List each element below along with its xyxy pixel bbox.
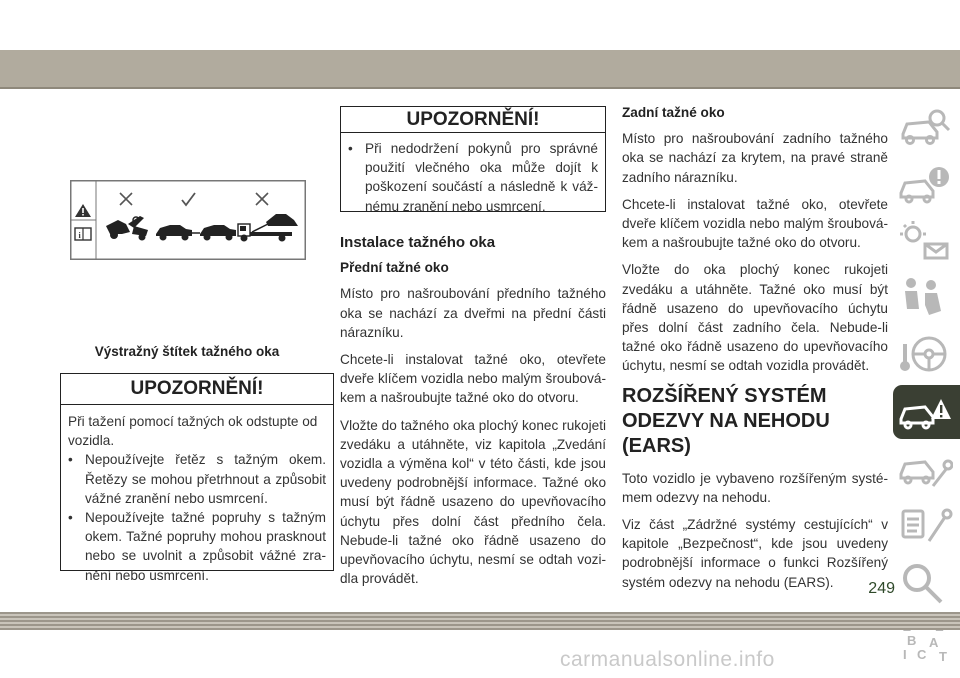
index-letter: A bbox=[929, 635, 939, 650]
car-service-wrench-icon bbox=[897, 446, 953, 492]
sub-heading: Přední tažné oko bbox=[340, 260, 449, 276]
chapter-tab-safety[interactable] bbox=[893, 157, 960, 211]
sub-heading: Zadní tažné oko bbox=[622, 105, 725, 120]
chapter-tab-search[interactable] bbox=[893, 556, 960, 610]
chapter-tab-seats[interactable] bbox=[893, 271, 960, 325]
watermark-text: carmanualsonline.info bbox=[560, 648, 775, 671]
footer-band bbox=[0, 612, 960, 630]
paragraph: Chcete-li instalovat tažné oko, otevřete dveře klíčem vozidla nebo malým šroubovákem a našroubujte tažné oko do otvoru. bbox=[622, 196, 888, 251]
index-letter: I bbox=[903, 647, 907, 662]
dashboard-lights-message-icon bbox=[897, 218, 953, 264]
index-letter: B bbox=[907, 633, 917, 648]
car-warning-icon bbox=[897, 161, 953, 207]
header-band bbox=[0, 50, 960, 87]
paragraph: Chcete-li instalovat tažné oko, otevřete dveře klíčem vozidla nebo malým šroubovákem a našroubujte tažné oko do otvoru. bbox=[340, 352, 606, 406]
figure-caption: Výstražný štítek tažného oka bbox=[94, 344, 280, 359]
car-info-search-icon bbox=[897, 104, 953, 150]
warning-box-tow-eye-usage bbox=[340, 106, 606, 212]
paragraph: Místo pro našroubování zadního tažného oka se nachází za krytem, na pravé straně zadního nárazníku. bbox=[622, 131, 888, 185]
section-heading: Instalace tažného oka bbox=[340, 234, 496, 251]
svg-text:i: i bbox=[78, 231, 81, 240]
chapter-tab-maintenance[interactable] bbox=[893, 499, 960, 553]
magnifier-search-icon bbox=[897, 560, 953, 606]
warning-body bbox=[61, 405, 333, 585]
chapter-tab-vehicle-info[interactable] bbox=[893, 100, 960, 154]
maintenance-tools-icon bbox=[897, 503, 953, 549]
warning-box-tow-eye bbox=[60, 373, 334, 583]
chapter-tab-service[interactable] bbox=[893, 442, 960, 496]
index-letter: T bbox=[939, 649, 947, 663]
warning-list bbox=[68, 450, 326, 584]
paragraph: Viz část „Zádržné systémy cestujících“ v kapitole „Bezpečnost“, kde jsou uvedeny podrobnější informace o funkci Rozšířený systém odezvy na nehodu (EARS). bbox=[622, 517, 888, 590]
warning-bullet: • Nepoužívejte tažné popruhy s tažným okem. Tažné popruhy mohou prasknout nebo se uvolnit a způsobit vážné zranění nebo usmrcení. bbox=[68, 508, 326, 585]
paragraph: Vložte do tažného oka plochý konec rukojeti zvedáku a utáhněte, viz kapitola „Zvedání vozidla a výměna kol“ v této části, kde jsou uvedeny podrobnější informace. Tažné oko musí být řádně usazeno do upevňovacího úchytu přes dolní část předního čela. Nebude-li tažné oko řádně usazeno do upevňovacího úchytu, nesmí se odtah vozidla provádět. bbox=[340, 417, 606, 587]
main-heading: ROZŠÍŘENÝ SYSTÉM ODEZVY NA NEHODU (EARS) bbox=[622, 384, 830, 457]
warning-body bbox=[341, 133, 605, 216]
warning-bullet: • Nepoužívejte řetěz s tažným okem. Řetězy se mohou přetrhnout a způsobit vážné zranění nebo usmrcení. bbox=[68, 450, 326, 508]
paragraph: Místo pro našroubování předního tažného oka se nachází za dveřmi na přední části nárazníku. bbox=[340, 286, 606, 340]
emergency-car-hazard-icon bbox=[897, 389, 953, 435]
column-front-tow-eye bbox=[340, 233, 606, 596]
chapter-tab-instruments[interactable] bbox=[893, 214, 960, 268]
tow-eye-warning-label-figure bbox=[70, 180, 306, 260]
chapter-tab-starting[interactable] bbox=[893, 328, 960, 382]
page-number: 249 bbox=[868, 580, 895, 597]
paragraph: Vložte do oka plochý konec rukojeti zvedáku a utáhněte. Tažné oko musí být řádně usazeno do upevňovacího úchytu přes dolní část zadního čela. Nebude-li tažné oko řádně usazeno do upevňovacího úchytu, nesmí se odtah vozidla provádět. bbox=[622, 262, 888, 374]
paragraph: Toto vozidlo je vybaveno rozšířeným systémem odezvy na nehodu. bbox=[622, 470, 888, 505]
warning-intro: Při tažení pomocí tažných ok odstupte od vozidla. bbox=[68, 414, 318, 449]
chapter-tabs bbox=[893, 100, 960, 670]
warning-bullet: • Při nedodržení pokynů pro správné použití vlečného oka může dojít k poškození součástí a následně k vážnému zranění nebo usmrcení. bbox=[348, 139, 598, 216]
steering-wheel-controls-icon bbox=[897, 332, 953, 378]
index-letter: C bbox=[917, 647, 927, 662]
warning-title: UPOZORNĚNÍ! bbox=[341, 107, 605, 133]
header-rule bbox=[0, 87, 960, 89]
tow-eye-label-image bbox=[70, 180, 306, 260]
chapter-tab-emergency[interactable] bbox=[893, 385, 960, 439]
column-rear-tow-eye bbox=[622, 103, 888, 600]
warning-list bbox=[348, 139, 598, 216]
warning-title: UPOZORNĚNÍ! bbox=[61, 374, 333, 405]
seat-people-icon bbox=[897, 275, 953, 321]
